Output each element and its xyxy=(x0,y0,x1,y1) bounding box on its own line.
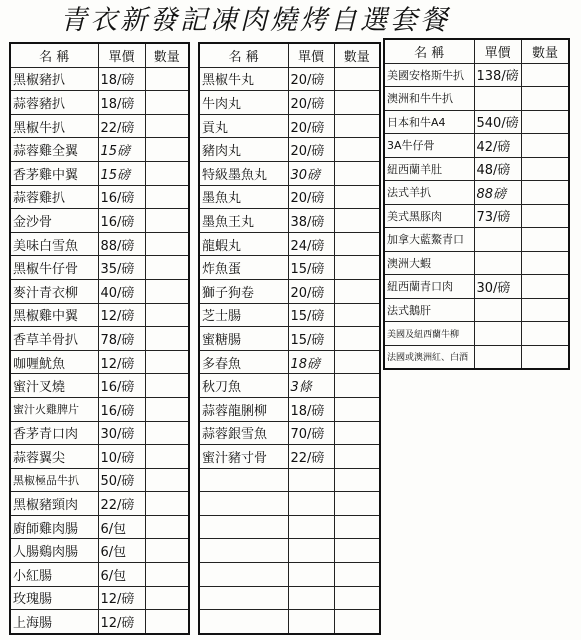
page-title: 青衣新發記凍肉燒烤自選套餐 xyxy=(60,5,450,36)
table-row xyxy=(199,303,380,327)
qty-cell[interactable] xyxy=(334,397,380,421)
qty-cell[interactable] xyxy=(145,515,189,539)
table-row xyxy=(384,110,569,134)
table-header-row xyxy=(10,43,189,67)
table-row xyxy=(10,232,189,256)
header-price: 單價 xyxy=(288,43,334,67)
item-name: 法國或澳洲紅、白酒 xyxy=(384,345,474,369)
table-row xyxy=(384,134,569,158)
table-row xyxy=(10,468,189,492)
table-row xyxy=(10,185,189,209)
table-row xyxy=(10,161,189,185)
item-price: 30/磅 xyxy=(474,275,521,299)
item-name: 黑椒牛仔骨 xyxy=(10,256,98,280)
qty-cell[interactable] xyxy=(334,586,380,610)
table-row xyxy=(384,275,569,299)
table-row xyxy=(10,303,189,327)
item-price: 20/磅 xyxy=(288,138,334,162)
qty-cell[interactable] xyxy=(334,114,380,138)
table-row xyxy=(384,322,569,346)
qty-cell[interactable] xyxy=(145,209,189,233)
item-price xyxy=(474,322,521,346)
item-price: 22/磅 xyxy=(98,492,145,516)
qty-cell[interactable] xyxy=(145,185,189,209)
table-row xyxy=(384,204,569,228)
item-name xyxy=(199,539,288,563)
item-name: 黑椒牛扒 xyxy=(10,114,98,138)
item-name: 蒜蓉雞扒 xyxy=(10,185,98,209)
item-name: 日本和牛A4 xyxy=(384,110,474,134)
menu-table-2 xyxy=(198,42,381,635)
item-name: 香茅雞中翼 xyxy=(10,161,98,185)
table-row xyxy=(10,610,189,634)
item-name: 蒜蓉翼尖 xyxy=(10,445,98,469)
item-price: 6/包 xyxy=(98,539,145,563)
item-price: 70/磅 xyxy=(288,421,334,445)
item-name: 紐西蘭羊肚 xyxy=(384,157,474,181)
item-price: 38/磅 xyxy=(288,209,334,233)
item-name: 墨魚丸 xyxy=(199,185,288,209)
item-price: 16/磅 xyxy=(98,397,145,421)
table-row xyxy=(10,445,189,469)
item-name xyxy=(199,563,288,587)
header-price: 單價 xyxy=(474,39,521,63)
item-price xyxy=(288,492,334,516)
table-row xyxy=(199,161,380,185)
table-header-row xyxy=(384,39,569,63)
qty-cell[interactable] xyxy=(334,539,380,563)
table-row xyxy=(384,87,569,111)
qty-cell[interactable] xyxy=(145,468,189,492)
item-price xyxy=(288,563,334,587)
qty-cell[interactable] xyxy=(145,586,189,610)
table-row xyxy=(384,298,569,322)
header-qty: 數量 xyxy=(521,39,569,63)
qty-cell[interactable] xyxy=(521,87,569,111)
item-price: 24/磅 xyxy=(288,232,334,256)
item-price: 12/磅 xyxy=(98,350,145,374)
table-row xyxy=(10,374,189,398)
item-name: 人腸鷄肉腸 xyxy=(10,539,98,563)
table-row xyxy=(199,256,380,280)
item-name: 美國及紐西蘭牛柳 xyxy=(384,322,474,346)
item-price: 10/磅 xyxy=(98,445,145,469)
item-name: 黑椒極品牛扒 xyxy=(10,468,98,492)
item-price: 78/磅 xyxy=(98,327,145,351)
qty-cell[interactable] xyxy=(521,251,569,275)
qty-cell[interactable] xyxy=(145,563,189,587)
item-name: 美味白雪魚 xyxy=(10,232,98,256)
qty-cell[interactable] xyxy=(145,67,189,91)
qty-cell[interactable] xyxy=(334,279,380,303)
table-row xyxy=(199,586,380,610)
item-price: 20/磅 xyxy=(288,91,334,115)
item-name xyxy=(199,586,288,610)
item-price xyxy=(288,468,334,492)
item-name: 玫瑰腸 xyxy=(10,586,98,610)
qty-cell[interactable] xyxy=(334,232,380,256)
qty-cell[interactable] xyxy=(334,209,380,233)
qty-cell[interactable] xyxy=(334,303,380,327)
item-name: 小紅腸 xyxy=(10,563,98,587)
table-row xyxy=(199,138,380,162)
item-name: 加拿大藍鰲青口 xyxy=(384,228,474,252)
item-price: 20/磅 xyxy=(288,279,334,303)
item-name: 美國安格斯牛扒 xyxy=(384,63,474,87)
item-price xyxy=(474,251,521,275)
item-price: 22/磅 xyxy=(288,445,334,469)
table-row xyxy=(199,515,380,539)
qty-cell[interactable] xyxy=(521,134,569,158)
qty-cell[interactable] xyxy=(145,397,189,421)
item-price: 35/磅 xyxy=(98,256,145,280)
qty-cell[interactable] xyxy=(334,374,380,398)
qty-cell[interactable] xyxy=(334,492,380,516)
table-row xyxy=(199,209,380,233)
table-row xyxy=(199,91,380,115)
item-price: 138/磅 xyxy=(474,63,521,87)
qty-cell[interactable] xyxy=(145,421,189,445)
item-name: 炸魚蛋 xyxy=(199,256,288,280)
table-row xyxy=(199,445,380,469)
item-price: 42/磅 xyxy=(474,134,521,158)
table-row xyxy=(199,397,380,421)
item-name: 咖喱魷魚 xyxy=(10,350,98,374)
table-row xyxy=(199,327,380,351)
table-row xyxy=(199,374,380,398)
qty-cell[interactable] xyxy=(334,91,380,115)
item-price: 15/磅 xyxy=(288,256,334,280)
table-row xyxy=(10,421,189,445)
qty-cell[interactable] xyxy=(145,114,189,138)
item-name: 金沙骨 xyxy=(10,209,98,233)
table-row xyxy=(10,256,189,280)
qty-cell[interactable] xyxy=(145,138,189,162)
item-price: 12/磅 xyxy=(98,303,145,327)
item-name xyxy=(199,515,288,539)
item-price: 20/磅 xyxy=(288,185,334,209)
qty-cell[interactable] xyxy=(334,421,380,445)
item-name: 3A牛仔骨 xyxy=(384,134,474,158)
qty-cell[interactable] xyxy=(521,275,569,299)
item-price: 88磅 xyxy=(474,181,521,205)
table-header-row xyxy=(199,43,380,67)
item-name: 廚師雞肉腸 xyxy=(10,515,98,539)
item-price: 3條 xyxy=(288,374,334,398)
item-price: 40/磅 xyxy=(98,279,145,303)
table-row xyxy=(10,492,189,516)
qty-cell[interactable] xyxy=(145,303,189,327)
table-row xyxy=(384,157,569,181)
item-name xyxy=(199,610,288,634)
table-row xyxy=(199,610,380,634)
qty-cell[interactable] xyxy=(521,345,569,369)
table-row xyxy=(10,327,189,351)
qty-cell[interactable] xyxy=(145,445,189,469)
table-row xyxy=(10,515,189,539)
table-row xyxy=(199,563,380,587)
item-name: 澳洲大蝦 xyxy=(384,251,474,275)
item-name: 蜜汁叉燒 xyxy=(10,374,98,398)
table-row xyxy=(10,539,189,563)
item-name: 多春魚 xyxy=(199,350,288,374)
qty-cell[interactable] xyxy=(334,515,380,539)
table-row xyxy=(10,114,189,138)
qty-cell[interactable] xyxy=(145,161,189,185)
table-row xyxy=(10,279,189,303)
item-name: 蒜蓉雞全翼 xyxy=(10,138,98,162)
item-name: 香茅青口肉 xyxy=(10,421,98,445)
item-price xyxy=(474,298,521,322)
item-name xyxy=(199,468,288,492)
qty-cell[interactable] xyxy=(145,91,189,115)
item-price: 18磅 xyxy=(288,350,334,374)
qty-cell[interactable] xyxy=(521,110,569,134)
item-price xyxy=(288,539,334,563)
item-name: 蜜汁豬寸骨 xyxy=(199,445,288,469)
table-row xyxy=(199,350,380,374)
qty-cell[interactable] xyxy=(334,610,380,634)
item-name: 蜜糖腸 xyxy=(199,327,288,351)
qty-cell[interactable] xyxy=(334,67,380,91)
item-price: 48/磅 xyxy=(474,157,521,181)
item-price: 73/磅 xyxy=(474,204,521,228)
qty-cell[interactable] xyxy=(145,327,189,351)
item-price: 30/磅 xyxy=(98,421,145,445)
item-name: 秋刀魚 xyxy=(199,374,288,398)
item-name: 獅子狗卷 xyxy=(199,279,288,303)
header-qty: 數量 xyxy=(145,43,189,67)
table-row xyxy=(384,228,569,252)
qty-cell[interactable] xyxy=(145,610,189,634)
table-row xyxy=(199,67,380,91)
qty-cell[interactable] xyxy=(145,279,189,303)
header-qty: 數量 xyxy=(334,43,380,67)
menu-table-3 xyxy=(383,38,570,370)
item-price: 15/磅 xyxy=(288,327,334,351)
qty-cell[interactable] xyxy=(334,138,380,162)
qty-cell[interactable] xyxy=(334,161,380,185)
qty-cell[interactable] xyxy=(521,298,569,322)
qty-cell[interactable] xyxy=(145,374,189,398)
header-name: 名 稱 xyxy=(199,43,288,67)
item-price: 12/磅 xyxy=(98,586,145,610)
item-name: 芝士腸 xyxy=(199,303,288,327)
qty-cell[interactable] xyxy=(521,228,569,252)
item-price xyxy=(474,87,521,111)
table-row xyxy=(384,63,569,87)
item-price: 20/磅 xyxy=(288,114,334,138)
qty-cell[interactable] xyxy=(521,181,569,205)
item-name: 黑椒豬頸肉 xyxy=(10,492,98,516)
item-price: 16/磅 xyxy=(98,209,145,233)
table-row xyxy=(10,209,189,233)
item-price: 15/磅 xyxy=(288,303,334,327)
qty-cell[interactable] xyxy=(521,63,569,87)
table-row xyxy=(199,492,380,516)
item-price: 16/磅 xyxy=(98,374,145,398)
item-price: 15磅 xyxy=(98,161,145,185)
header-name: 名 稱 xyxy=(384,39,474,63)
item-name: 法式羊扒 xyxy=(384,181,474,205)
table-row xyxy=(199,232,380,256)
item-price: 88/磅 xyxy=(98,232,145,256)
item-name: 龍蝦丸 xyxy=(199,232,288,256)
table-row xyxy=(199,114,380,138)
item-name: 豬肉丸 xyxy=(199,138,288,162)
table-row xyxy=(10,91,189,115)
qty-cell[interactable] xyxy=(145,256,189,280)
table-row xyxy=(10,138,189,162)
item-name: 黑椒牛丸 xyxy=(199,67,288,91)
table-row xyxy=(384,181,569,205)
item-price xyxy=(288,610,334,634)
table-row xyxy=(10,397,189,421)
qty-cell[interactable] xyxy=(334,256,380,280)
item-price: 22/磅 xyxy=(98,114,145,138)
item-price: 6/包 xyxy=(98,563,145,587)
item-name: 法式鵝肝 xyxy=(384,298,474,322)
table-row xyxy=(199,185,380,209)
item-price: 18/磅 xyxy=(98,91,145,115)
item-name: 蒜蓉豬扒 xyxy=(10,91,98,115)
item-price xyxy=(474,345,521,369)
item-price: 540/磅 xyxy=(474,110,521,134)
item-price xyxy=(288,515,334,539)
table-row xyxy=(199,279,380,303)
table-row xyxy=(199,539,380,563)
table-row xyxy=(10,586,189,610)
item-name: 黑椒豬扒 xyxy=(10,67,98,91)
qty-cell[interactable] xyxy=(521,204,569,228)
item-name xyxy=(199,492,288,516)
item-name: 蒜蓉龍脷柳 xyxy=(199,397,288,421)
item-price: 16/磅 xyxy=(98,185,145,209)
qty-cell[interactable] xyxy=(521,157,569,181)
qty-cell[interactable] xyxy=(334,327,380,351)
item-name: 澳洲和牛牛扒 xyxy=(384,87,474,111)
item-name: 蜜汁火雞脾片 xyxy=(10,397,98,421)
menu-table-1 xyxy=(9,42,190,635)
header-price: 單價 xyxy=(98,43,145,67)
item-price: 18/磅 xyxy=(288,397,334,421)
item-price: 6/包 xyxy=(98,515,145,539)
item-name: 特級墨魚丸 xyxy=(199,161,288,185)
item-name: 麥汁青衣柳 xyxy=(10,279,98,303)
item-price: 50/磅 xyxy=(98,468,145,492)
table-row xyxy=(10,350,189,374)
table-row xyxy=(384,345,569,369)
qty-cell[interactable] xyxy=(145,350,189,374)
item-name: 牛肉丸 xyxy=(199,91,288,115)
qty-cell[interactable] xyxy=(521,322,569,346)
item-price: 12/磅 xyxy=(98,610,145,634)
item-name: 蒜蓉銀雪魚 xyxy=(199,421,288,445)
qty-cell[interactable] xyxy=(334,563,380,587)
item-price xyxy=(288,586,334,610)
item-price: 20/磅 xyxy=(288,67,334,91)
table-row xyxy=(384,251,569,275)
item-name: 紐西蘭青口肉 xyxy=(384,275,474,299)
qty-cell[interactable] xyxy=(145,492,189,516)
qty-cell[interactable] xyxy=(334,350,380,374)
qty-cell[interactable] xyxy=(145,232,189,256)
table-row xyxy=(10,563,189,587)
item-name: 香草羊骨扒 xyxy=(10,327,98,351)
item-name: 黑椒雞中翼 xyxy=(10,303,98,327)
table-row xyxy=(10,67,189,91)
item-name: 美式黑豚肉 xyxy=(384,204,474,228)
item-price: 15磅 xyxy=(98,138,145,162)
item-price: 30磅 xyxy=(288,161,334,185)
qty-cell[interactable] xyxy=(145,539,189,563)
item-name: 墨魚王丸 xyxy=(199,209,288,233)
item-price: 18/磅 xyxy=(98,67,145,91)
item-name: 貢丸 xyxy=(199,114,288,138)
qty-cell[interactable] xyxy=(334,445,380,469)
item-price xyxy=(474,228,521,252)
qty-cell[interactable] xyxy=(334,185,380,209)
header-name: 名 稱 xyxy=(10,43,98,67)
table-row xyxy=(199,468,380,492)
qty-cell[interactable] xyxy=(334,468,380,492)
table-row xyxy=(199,421,380,445)
item-name: 上海腸 xyxy=(10,610,98,634)
